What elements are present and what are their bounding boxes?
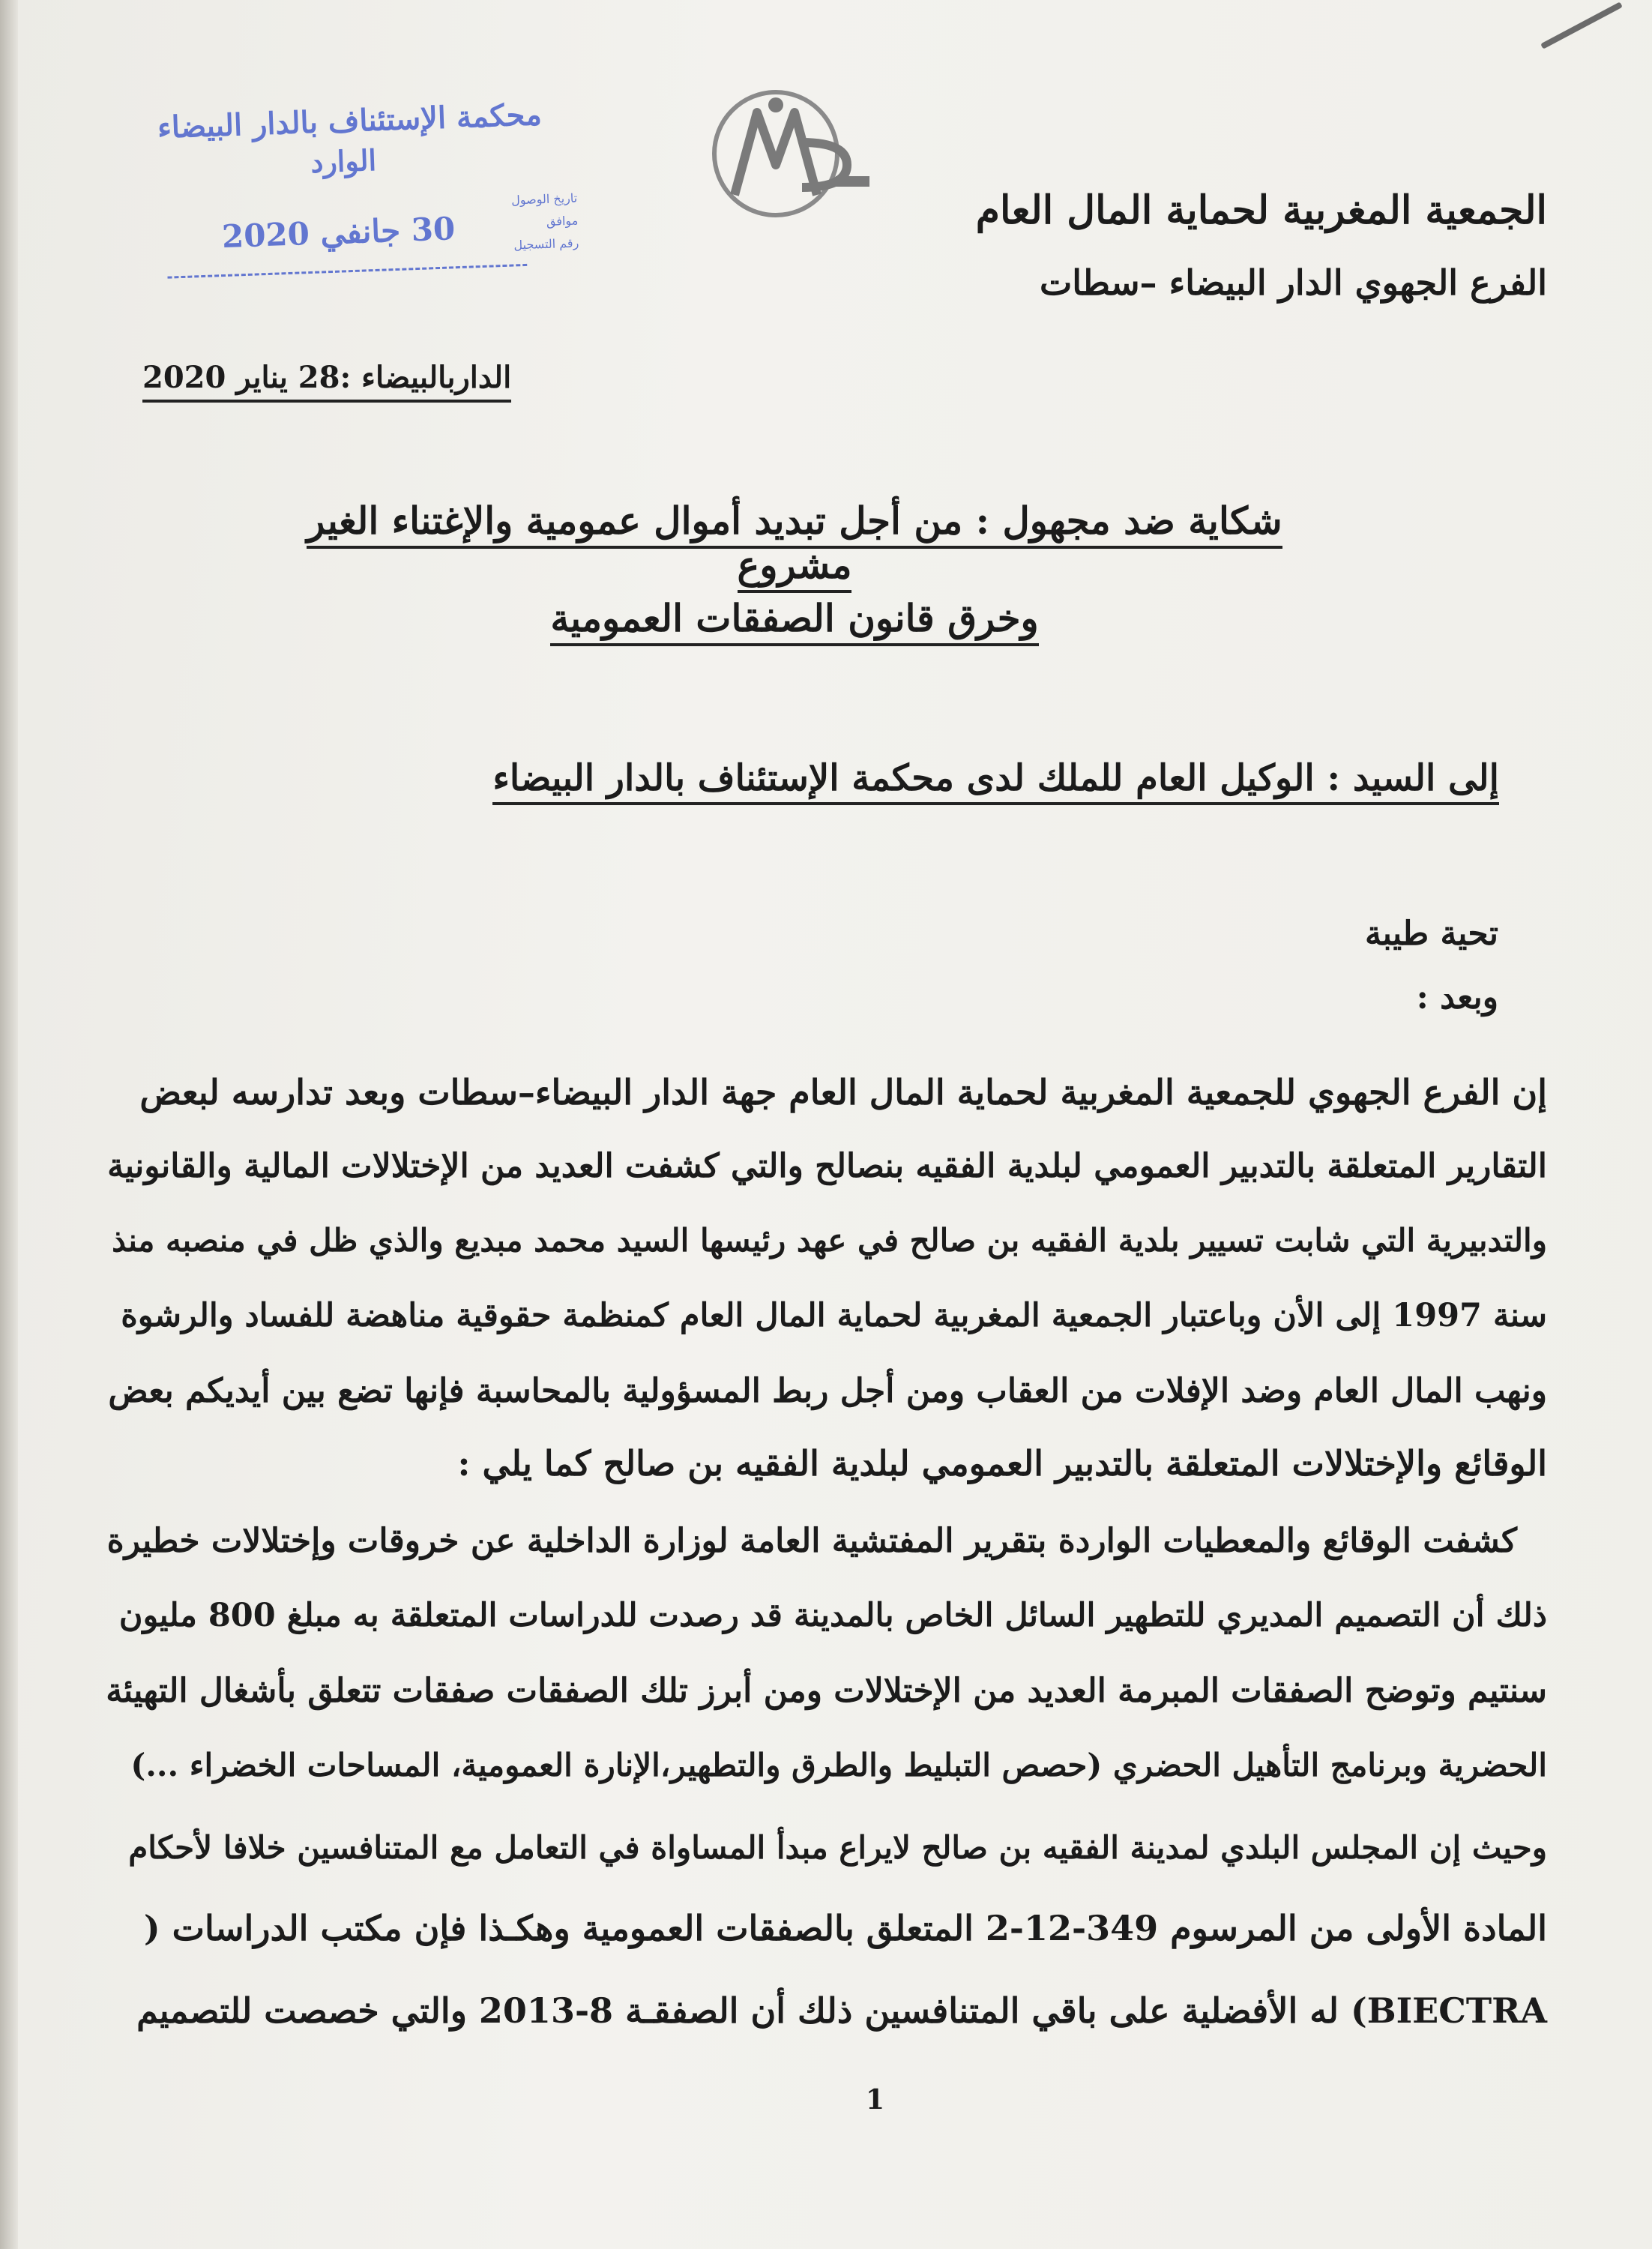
subject-text: وخرق قانون الصفقات العمومية: [550, 596, 1038, 646]
place-and-date: الداربالبيضاء :28 يناير 2020: [142, 360, 511, 403]
addressee: [420, 757, 1499, 799]
organization-name: الجمعية المغربية لحماية المال العام: [975, 187, 1547, 233]
body-line: BIECTRA) له الأفضلية على باقي المتنافسين ذلك أن الصفقـة 8-2013 والتي خصصت للتصميم: [136, 1990, 1547, 2031]
page-number: 1: [866, 2084, 885, 2116]
body-line: ذلك أن التصميم المديري للتطهير السائل الخاص بالمدينة قد رصدت للدراسات المتعلقة به مبلغ 800 مليون: [118, 1597, 1547, 1634]
body-line: الحضرية وبرنامج التأهيل الحضري (حصص التبليط والطرق والتطهير،الإنارة العمومية، المساحات الخضراء ...): [130, 1747, 1547, 1783]
branch-name: الفرع الجهوي الدار البيضاء –سطات: [1039, 262, 1547, 303]
staple: [1540, 1, 1623, 49]
after-greeting: وبعد :: [1416, 978, 1498, 1017]
body-line: وحيث إن المجلس البلدي لمدينة الفقيه بن صالح لايراع مبدأ المساواة في التعامل مع المتنافسين خلافا لأحكام: [128, 1829, 1547, 1866]
stamp-side-labels: [487, 187, 579, 258]
body-line: سنة 1997 إلى الأن وباعتبار الجمعية المغربية لحماية المال العام كمنظمة حقوقية مناهضة للفساد والرشوة: [121, 1297, 1547, 1334]
body-line: الوقائع والإختلالات المتعلقة بالتدبير العمومي لبلدية الفقيه بن صالح كما يلي :: [457, 1443, 1547, 1484]
body-line: والتدبيرية التي شابت تسيير بلدية الفقيه بن صالح في عهد رئيسها السيد محمد مبديع والذي ظل في منصبه منذ: [112, 1222, 1547, 1259]
greeting: تحية طيبة: [1365, 915, 1498, 953]
body-line: كشفت الوقائع والمعطيات الواردة بتقرير المفتشية العامة لوزارة الداخلية عن خروقات وإختلالات خطيرة: [106, 1522, 1517, 1560]
stamp-date: 30 جانفي 2020: [221, 210, 456, 256]
stamp-court-name: محكمة الإستئناف بالدار البيضاء: [157, 97, 543, 146]
page-edge: [0, 0, 18, 2249]
stamp-side-label: موافق: [546, 213, 579, 229]
stamp-side-label: رقم التسجيل: [513, 235, 579, 253]
body-line: التقارير المتعلقة بالتدبير العمومي لبلدية الفقيه بنصالح والتي كشفت العديد من الإختلالات المالية والقانونية: [107, 1147, 1547, 1185]
body-line: المادة الأولى من المرسوم 349-12-2 المتعلق بالصفقات العمومية وهكـذا فإن مكتب الدراسات (: [143, 1908, 1547, 1948]
subject-line-2: [247, 596, 1342, 640]
stamp-dashed-line: [167, 264, 527, 283]
subject-line-1: [247, 499, 1342, 587]
body-line: ونهب المال العام وضد الإفلات من العقاب ومن أجل ربط المسؤولية بالمحاسبة فإنها تضع بين أيديكم بعض: [108, 1372, 1547, 1410]
stamp-side-label: تاريخ الوصول: [510, 190, 578, 208]
body-line: سنتيم وتوضح الصفقات المبرمة العديد من الإختلالات ومن أبرز تلك الصفقات صفقات تتعلق بأشغال التهيئة: [106, 1672, 1547, 1710]
received-stamp: [139, 82, 579, 314]
association-logo-icon: [690, 82, 877, 225]
body-line: إن الفرع الجهوي للجمعية المغربية لحماية المال العام جهة الدار البيضاء–سطات وبعد تدارسه لبعض: [139, 1072, 1547, 1113]
addressee-text: إلى السيد : الوكيل العام للملك لدى محكمة الإستئناف بالدار البيضاء: [492, 757, 1499, 805]
stamp-label: الوارد: [310, 142, 377, 179]
subject-text: شكاية ضد مجهول : من أجل تبديد أموال عمومية والإغتناء الغير مشروع: [307, 499, 1282, 593]
